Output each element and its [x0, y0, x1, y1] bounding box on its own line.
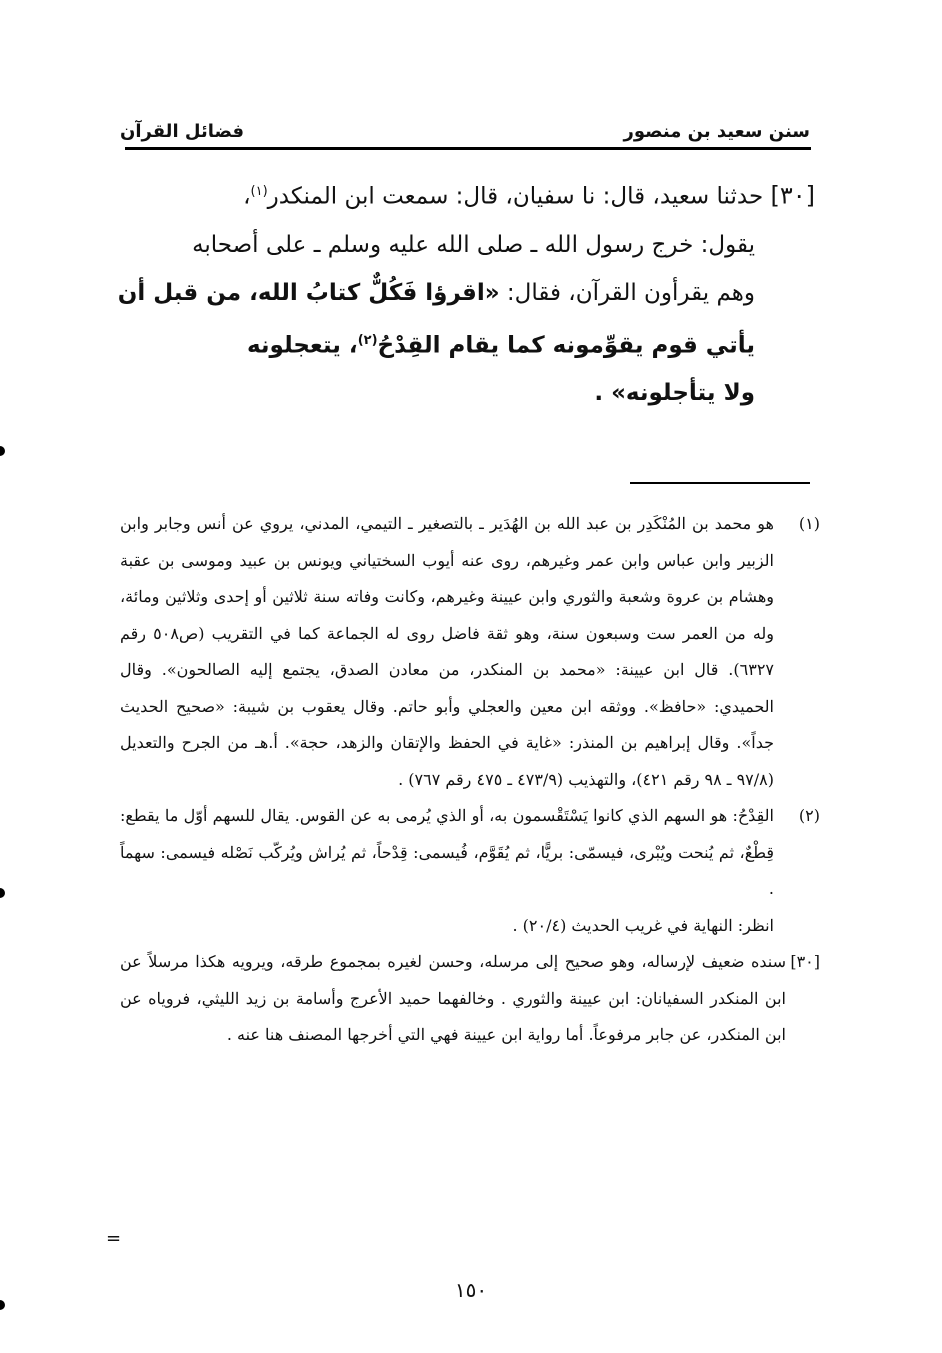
- hadith-line-1: [115, 168, 815, 221]
- takhrij-note: [120, 944, 820, 1054]
- footnote-ref-1: (١): [250, 184, 268, 199]
- hadith-line-2: يقول: خرج رسول الله ـ صلى الله عليه وسلم ـ على أصحابه: [192, 231, 755, 258]
- footnote-2-body: [120, 798, 774, 944]
- hadith-line-1-end: ،: [243, 183, 251, 210]
- scan-edge-mark: [0, 1300, 5, 1310]
- hadith-line-4-end: ، يتعجلونه: [246, 332, 358, 359]
- footnote-1: [120, 506, 820, 798]
- footnote-2-number: (٢): [798, 806, 820, 825]
- page-number: ١٥٠: [454, 1278, 488, 1302]
- continuation-mark: =: [106, 1228, 122, 1249]
- book-title: سنن سعيد بن منصور: [623, 121, 810, 142]
- footnote-2-reference: انظر: النهاية في غريب الحديث (٢٠/٤) .: [512, 915, 774, 935]
- hadith-line-1-text: حدثنا سعيد، قال: نا سفيان، قال: سمعت ابن المنكدر: [267, 183, 764, 210]
- hadith-number: [٣٠]: [770, 181, 815, 210]
- scan-edge-mark: [0, 446, 5, 456]
- hadith-line-5: ولا يتأجلونه» .: [594, 380, 755, 407]
- hadith-text: [115, 168, 815, 417]
- footnote-ref-2: (٢): [357, 332, 378, 348]
- footnote-2: [120, 798, 820, 944]
- hadith-line-3: [115, 269, 815, 317]
- takhrij-number: [٣٠]: [790, 952, 820, 971]
- hadith-line-4: [115, 317, 815, 370]
- scan-edge-mark: [0, 888, 5, 898]
- chapter-title: فضائل القرآن: [120, 121, 244, 142]
- footnote-1-text: هو محمد بن المُنْكَدِر بن عبد الله بن الهُدَير ـ بالتصغير ـ التيمي، المدني، يروي عن أنس وجابر وابن الزبير وابن عباس وابن عمر وغيرهم، روى عنه أيوب السختياني ويونس بن عبيد وموسى بن عقبة وهشام بن عروة وشعبة والثوري وابن عيينة وغيرهم، وكانت وفاته سنة ثلاثين أو إحدى وثلاثين ومائة، وله من العمر ست وسبعون سنة، وهو ثقة فاضل روى له الجماعة كما في التقريب (ص٥٠٨ رقم ٦٣٢٧). قال ابن عيينة: «محمد بن المنكدر، من معادن الصدق، يجتمع إليه الصالحون». وقال الحميدي: «حافظ». ووثقه ابن معين والعجلي وأبو حاتم. وقال يعقوب بن شيبة: «صحيح الحديث جداً». وقال إبراهيم بن المنذر: «غاية في الحفظ والإتقان والزهد، حجة». أ.هـ من الجرح والتعديل (٩٧/٨ ـ ٩٨ رقم ٤٢١)، والتهذيب (٤٧٣/٩ ـ ٤٧٥ رقم ٧٦٧) .: [120, 514, 775, 789]
- hadith-line-4-text: يأتي قوم يقوِّمونه كما يقام القِدْحُ: [377, 332, 755, 359]
- hadith-line-3-text: وهم يقرأون القرآن، فقال:: [506, 279, 755, 306]
- hadith-quote-start: «اقرؤا فَكُلٌّ كتابُ الله، من قبل أن: [117, 279, 500, 306]
- footnote-1-number: (١): [798, 514, 820, 533]
- header-rule: [125, 147, 811, 150]
- takhrij-text: سنده ضعيف لإرساله، وهو صحيح إلى مرسله، وحسن لغيره بمجموع طرقه، ويرويه هكذا مرسلاً عن ابن المنكدر السفيانان: ابن عيينة والثوري . وخالفهما حميد الأعرج وأسامة بن زيد الليثي، فروياه عن ابن المنكدر، عن جابر مرفوعاً. أما رواية ابن عيينة فهي التي أخرجها المصنف هنا عنه .: [120, 952, 786, 1044]
- footnote-separator: [630, 482, 810, 484]
- footnotes: [120, 506, 820, 1054]
- footnote-2-text: القِدْحُ: هو السهم الذي كانوا يَسْتَقْسمون به، أو الذي يُرمى به عن القوس. يقال للسهم أوّل ما يقطع: قِطْعٌ، ثم يُنحت ويُبْرى، فيسمّى: بريًّا، ثم يُقَوَّم، فُيسمى: قِدْحاً، ثم يُراش ويُركّب نَصْله فيسمى: سهماً .: [120, 806, 774, 898]
- running-header: [120, 102, 810, 142]
